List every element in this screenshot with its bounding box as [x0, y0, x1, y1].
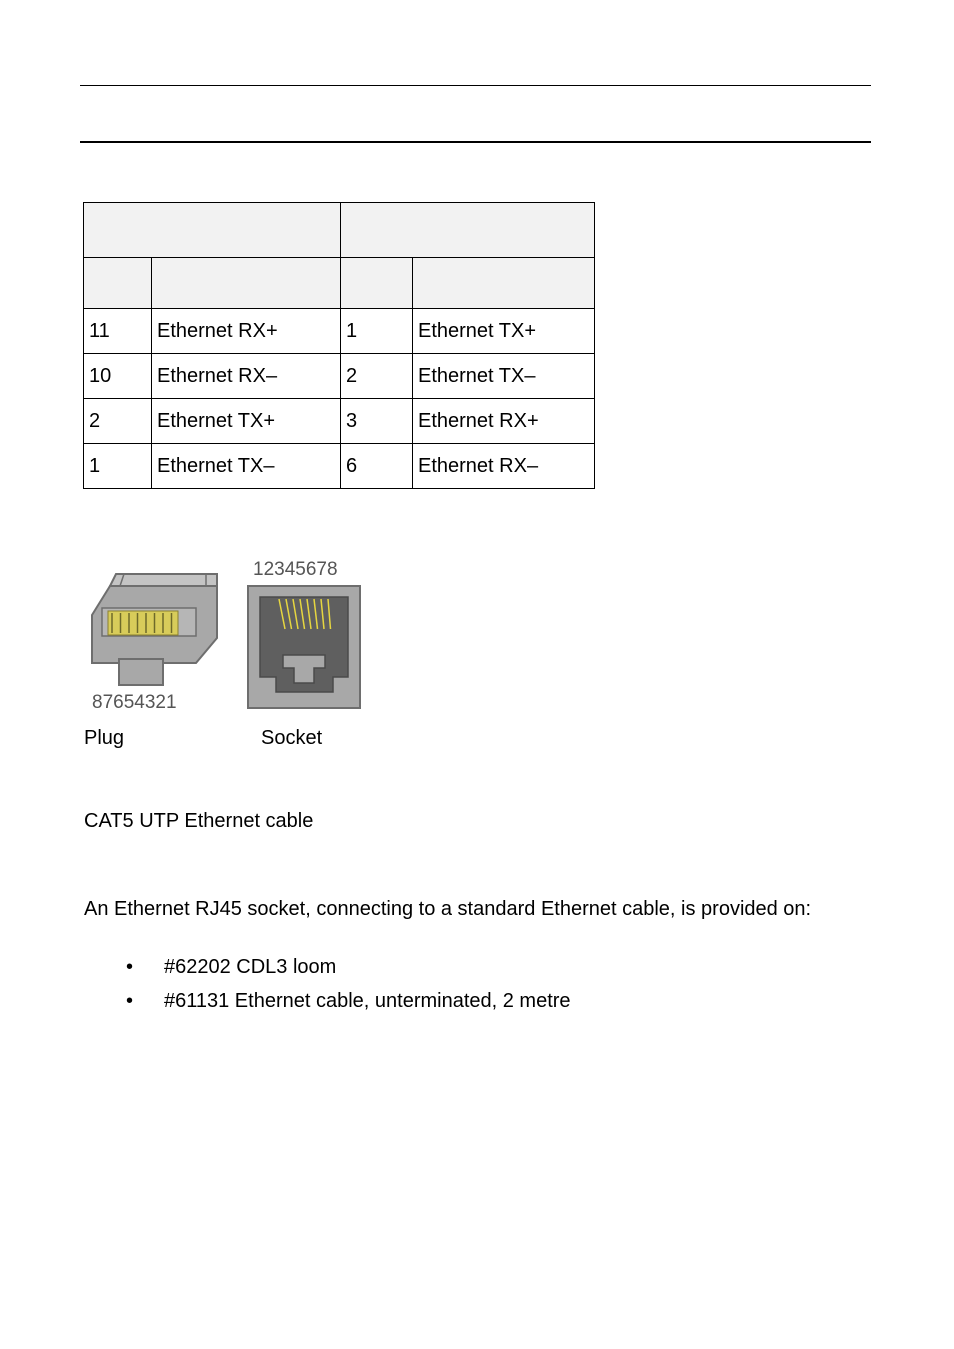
rj45-socket-icon — [248, 559, 360, 708]
bullet-icon: • — [126, 956, 134, 978]
header-rule-bottom — [80, 141, 871, 143]
table-cell: 11 — [84, 309, 152, 354]
table-cell: Ethernet RX+ — [413, 399, 595, 444]
socket-label: Socket — [261, 727, 323, 749]
list-item-text: #62202 CDL3 loom — [164, 956, 337, 978]
table-header-row — [84, 203, 595, 258]
table-row — [84, 399, 595, 444]
header-rule-top — [80, 85, 871, 86]
plug-label: Plug — [84, 727, 125, 749]
table-subheader-row — [84, 258, 595, 309]
table-cell: Ethernet RX– — [413, 444, 595, 489]
table-cell: 3 — [341, 399, 413, 444]
table-cell: 2 — [341, 354, 413, 399]
table-subheader-cell — [84, 258, 152, 309]
table-cell: Ethernet TX+ — [152, 399, 341, 444]
table-row — [84, 309, 595, 354]
table-header-left — [84, 203, 341, 258]
rj45-plug-icon — [92, 574, 217, 713]
list-item — [84, 988, 571, 1022]
table-cell: 1 — [341, 309, 413, 354]
table-subheader-cell — [413, 258, 595, 309]
list-item — [84, 954, 571, 988]
table-cell: Ethernet RX– — [152, 354, 341, 399]
rj45-figure — [88, 553, 368, 718]
table-row — [84, 354, 595, 399]
table-cell: Ethernet RX+ — [152, 309, 341, 354]
table-cell: 1 — [84, 444, 152, 489]
bullet-icon: • — [126, 990, 134, 1012]
table-cell: 10 — [84, 354, 152, 399]
table-cell: Ethernet TX– — [152, 444, 341, 489]
socket-pin-numbers: 12345678 — [253, 559, 338, 580]
table-row — [84, 444, 595, 489]
table-cell: Ethernet TX– — [413, 354, 595, 399]
pin-mapping-table — [83, 202, 595, 489]
description-paragraph: An Ethernet RJ45 socket, connecting to a standard Ethernet cable, is provided on: — [84, 898, 812, 920]
table-header-right — [341, 203, 595, 258]
cable-caption: CAT5 UTP Ethernet cable — [84, 810, 314, 832]
provided-on-list — [84, 954, 571, 1022]
table-cell: 2 — [84, 399, 152, 444]
table-subheader-cell — [152, 258, 341, 309]
plug-pin-numbers: 87654321 — [92, 692, 177, 713]
table-cell: 6 — [341, 444, 413, 489]
table-cell: Ethernet TX+ — [413, 309, 595, 354]
table-subheader-cell — [341, 258, 413, 309]
list-item-text: #61131 Ethernet cable, unterminated, 2 metre — [164, 990, 571, 1012]
